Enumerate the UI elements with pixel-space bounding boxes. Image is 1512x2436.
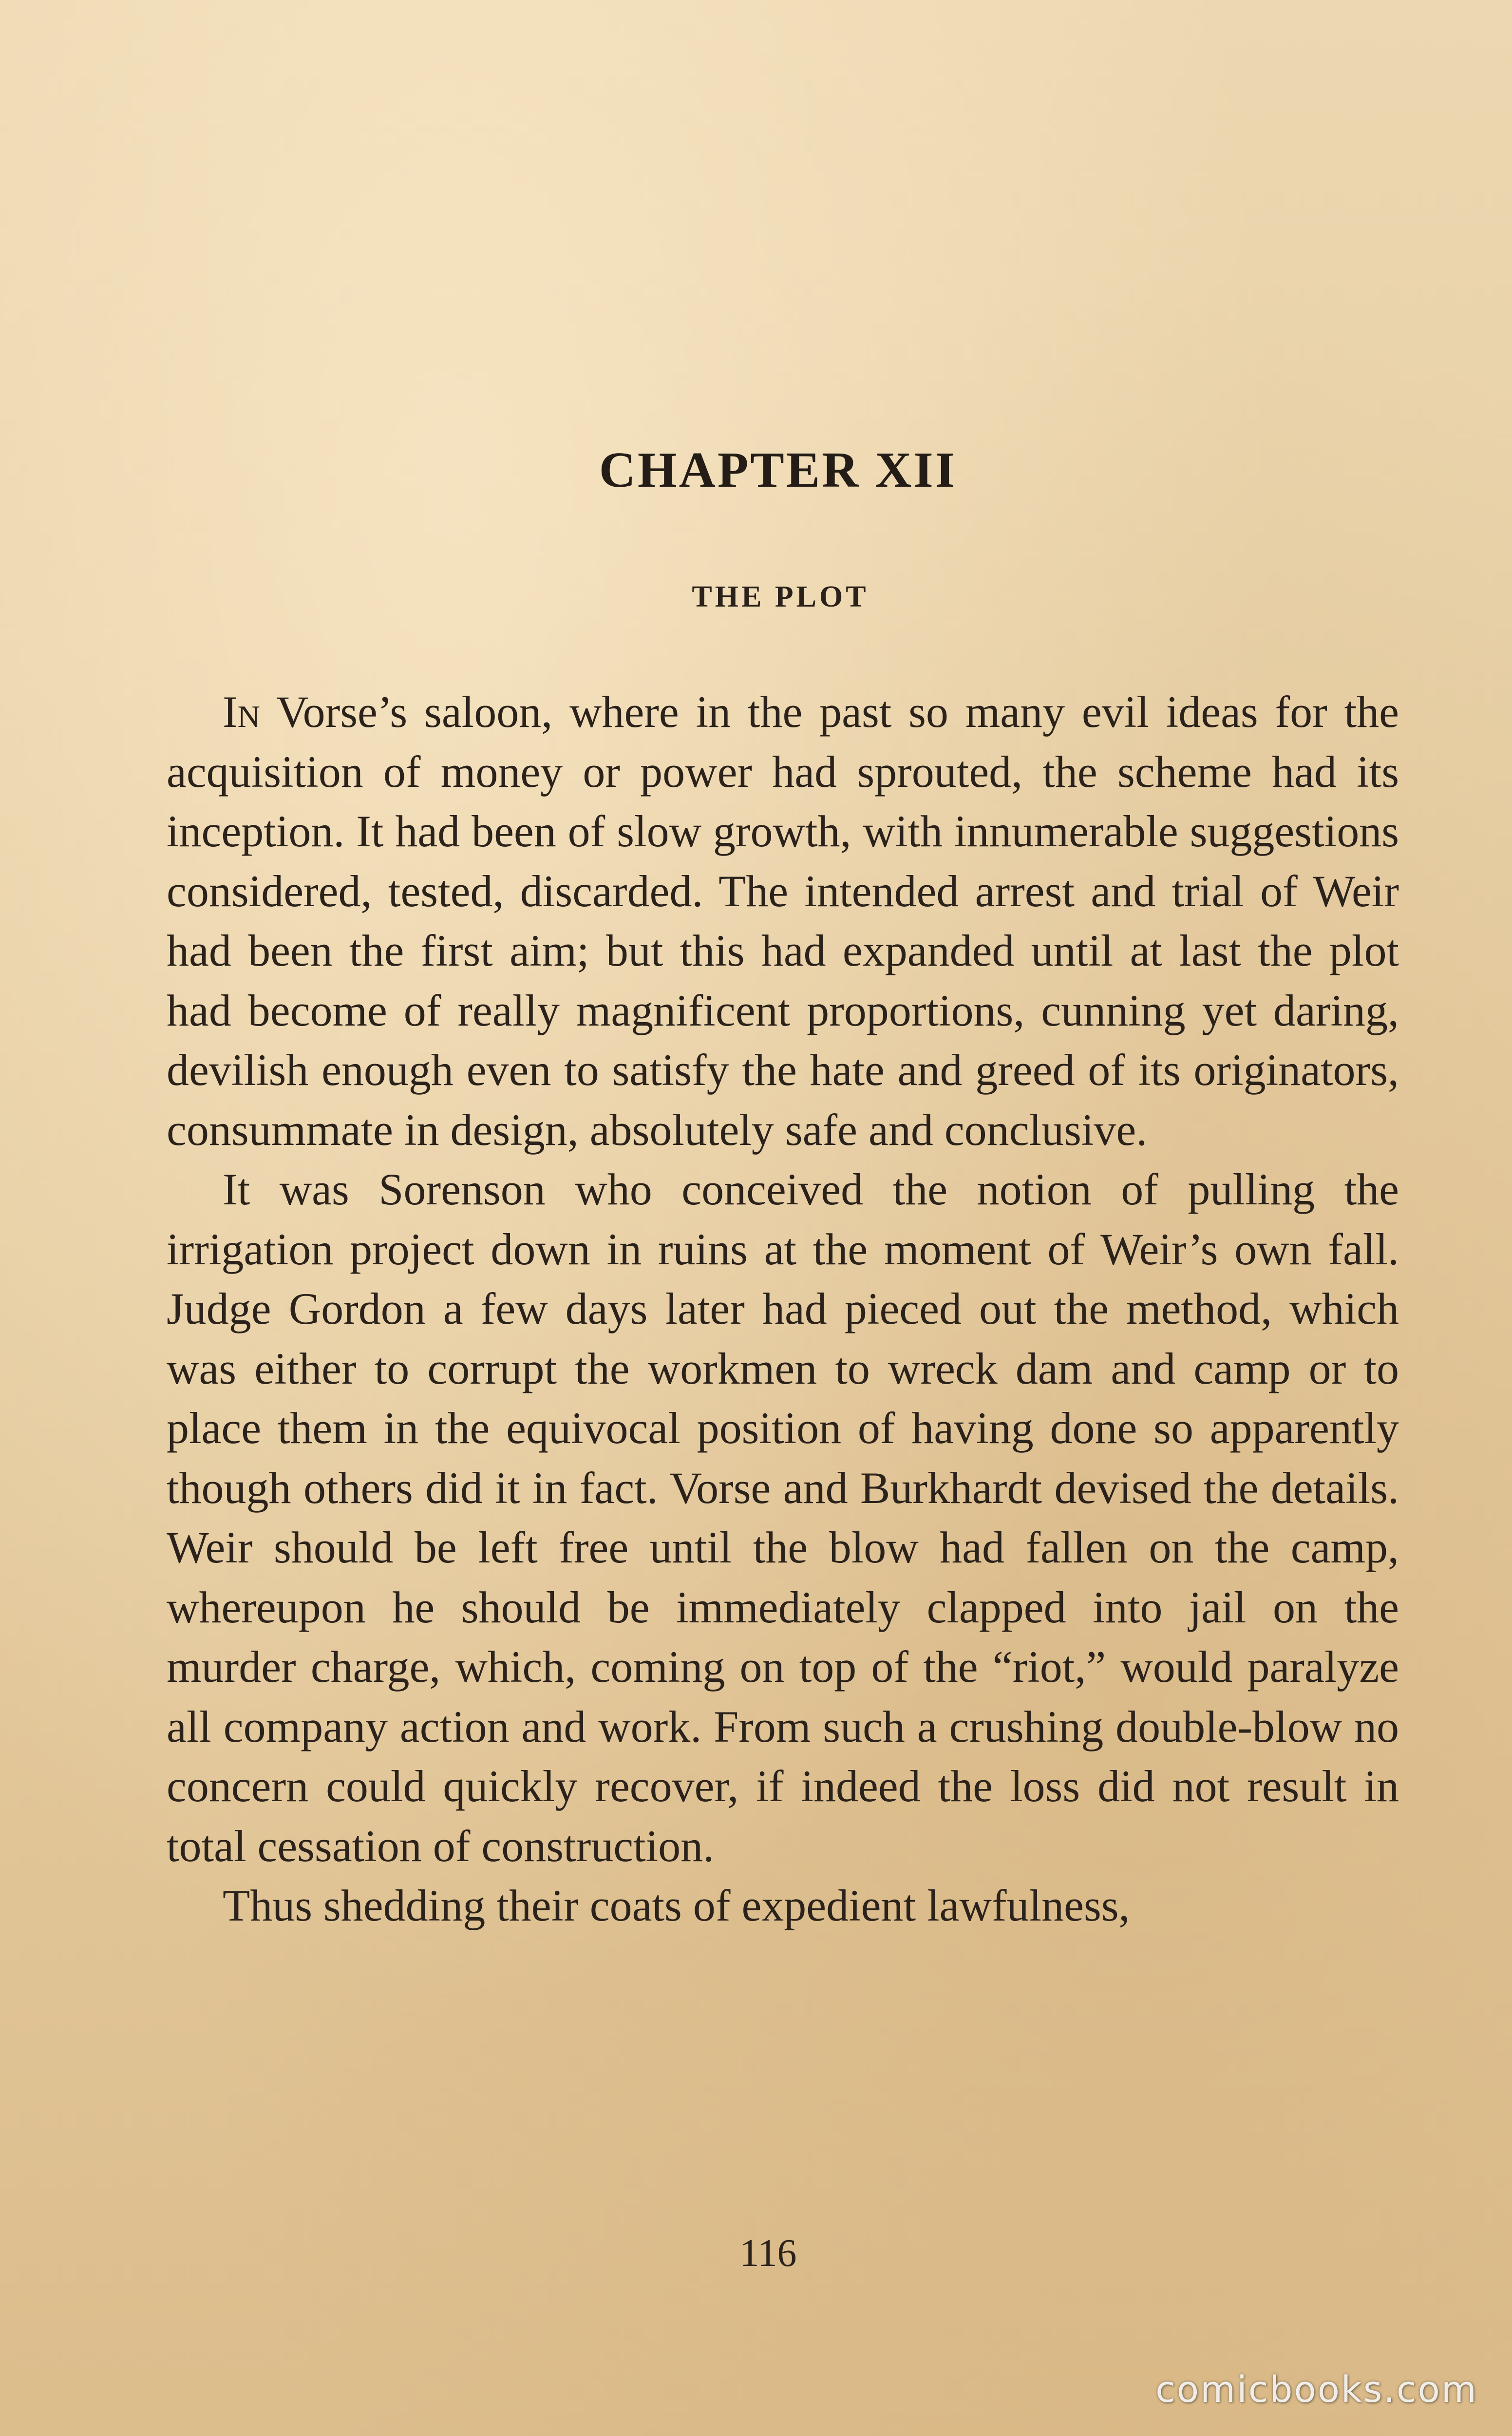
paragraph-2: It was Sorenson who conceived the notion of pulling the irrigation project down in ruins at the moment of Weir’s own fall. Judge Gordon a few days later had pieced out the method, which was either to corrupt the workmen to wreck dam and camp or to place them in the equivocal position of having done so apparently though others did it in fact. Vorse and Burkhardt devised the details. Weir should be left free until the blow had fallen on the camp, whereupon he should be immediately clapped into jail on the murder charge, which, coming on top of the “riot,” would paralyze all company action and work. From such a crushing double-blow no concern could quickly recover, if indeed the loss did not result in total cessation of construction. xyxy=(167,1164,1399,1871)
paragraph-1-text: Vorse’s saloon, where in the past so many evil ideas for the acquisition of money or power had sprouted, the scheme had its inception. It had been of slow growth, with innumerable suggestions considered, tested, discarded. The intended arrest and trial of Weir had been the first aim; but this had expanded until at last the plot had become of really magnificent proportions, cunning yet daring, devilish enough even to satisfy the hate and greed of its originators, consummate in design, absolutely safe and conclusive. xyxy=(167,687,1399,1155)
watermark: comicbooks.com xyxy=(1155,2369,1478,2411)
chapter-subtitle: THE PLOT xyxy=(692,580,869,613)
page-number: 116 xyxy=(739,2232,797,2275)
chapter-title: CHAPTER XII xyxy=(599,442,957,498)
paragraph-1-opening: In xyxy=(223,687,260,737)
paragraph-3: Thus shedding their coats of expedient lawfulness, xyxy=(223,1881,1130,1930)
body-text xyxy=(167,682,1399,1936)
paragraph-1 xyxy=(167,682,1399,1160)
